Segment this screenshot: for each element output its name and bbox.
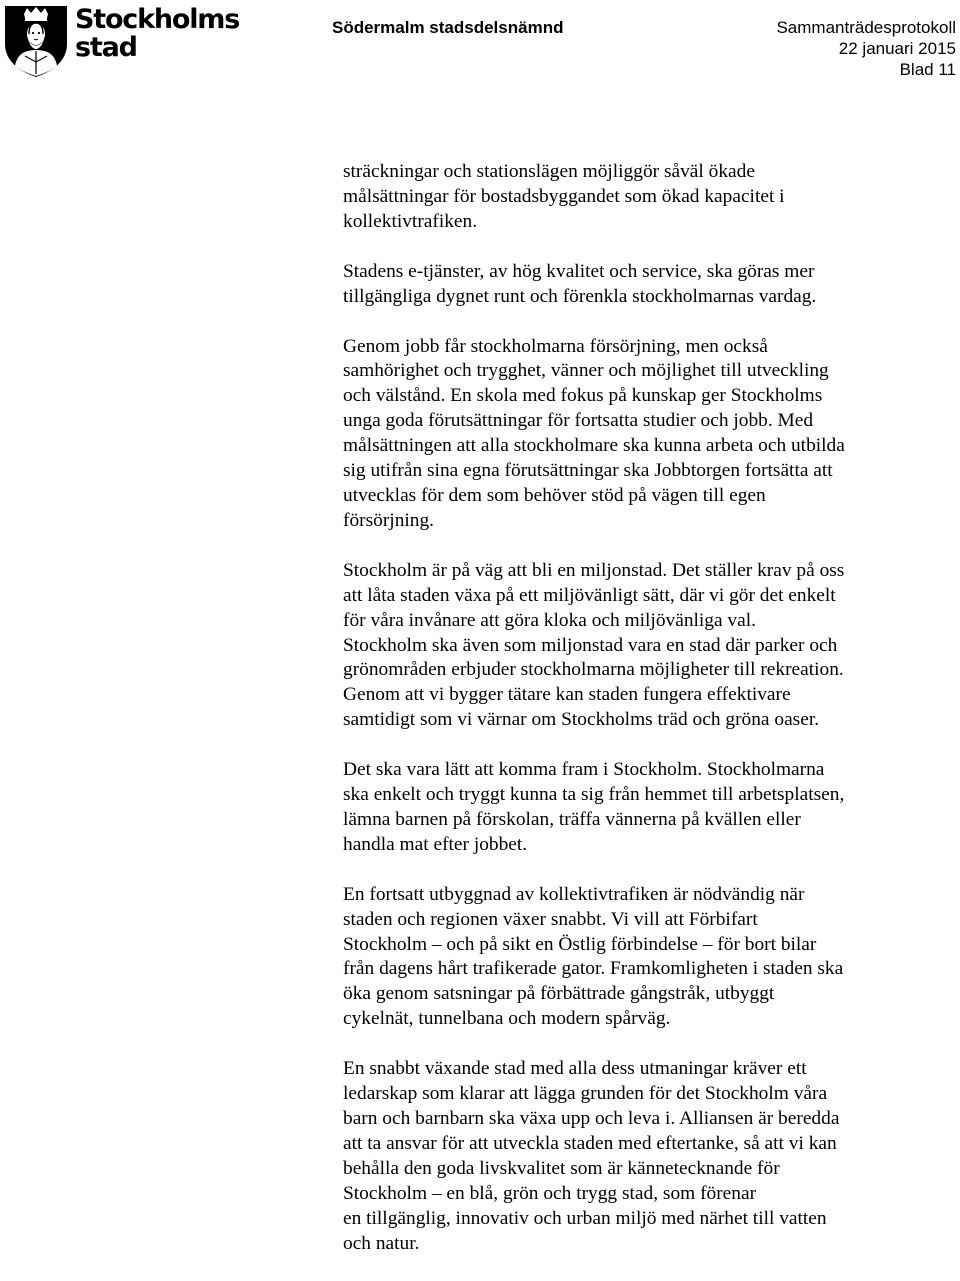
document-body (343, 160, 943, 1281)
logo-wordmark (75, 6, 239, 62)
document-meta (776, 17, 956, 80)
meeting-date: 22 januari 2015 (838, 39, 956, 58)
paragraph: sträckningar och stationslägen möjliggör såväl ökade målsättningar för bostadsbyggandet som ökad kapacitet i kollektivtrafiken. (343, 161, 785, 232)
page-header (0, 0, 960, 90)
page-number: Blad 11 (899, 60, 956, 79)
paragraph: Det ska vara lätt att komma fram i Stockholm. Stockholmarna ska enkelt och tryggt kunna ta sig från hemmet till arbetsplatsen, lämna barnen på förskolan, träffa vännerna på kvällen eller handla mat efter jobbet. (343, 759, 845, 855)
paragraph: Stockholm är på väg att bli en miljonstad. Det ställer krav på oss att låta staden växa på ett miljövänligt sätt, där vi gör det enkelt för våra invånare att göra kloka och miljövänliga val. Stockholm ska även som miljonstad vara en stad där parker och grönområden erbjuder stockholmarna möjligheter till rekreation. Genom att vi bygger tätare kan staden fungera effektivare samtidigt som vi värnar om Stockholms träd och gröna oaser. (343, 559, 845, 731)
paragraph: Stadens e-tjänster, av hög kvalitet och service, ska göras mer tillgängliga dygnet runt och förenkla stockholmarnas vardag. (343, 260, 817, 307)
logo-text-stad: stad (75, 32, 137, 63)
paragraph: Genom jobb får stockholmarna försörjning, men också samhörighet och trygghet, vänner och möjlighet till utveckling och välstånd. En skola med fokus på kunskap ger Stockholms unga goda förutsättningar för fortsatta studier och jobb. Med målsättningen att alla stockholmare ska kunna arbeta och utbilda sig utifrån sina egna förutsättningar ska Jobbtorgen fortsätta att utvecklas för dem som behöver stöd på vägen till egen försörjning. (343, 335, 845, 531)
organization-name: Södermalm stadsdelsnämnd (332, 18, 564, 37)
stockholms-stad-logo (3, 4, 240, 78)
document-type: Sammanträdesprotokoll (776, 18, 956, 37)
paragraph: En fortsatt utbyggnad av kollektivtrafiken är nödvändig när staden och regionen växer snabbt. Vi vill att Förbifart Stockholm – och på sikt en Östlig förbindelse – för bort bilar från dagens hårt trafikerade gator. Framkomligheten i staden ska öka genom satsningar på förbättrade gångstråk, utbyggt cykelnät, tunnelbana och modern spårväg. (343, 883, 844, 1030)
logo-text-stockholms: Stockholms (75, 4, 240, 35)
saint-erik-crest-icon (3, 4, 69, 78)
paragraph: En snabbt växande stad med alla dess utmaningar kräver ett ledarskap som klarar att lägga grunden för det Stockholm våra barn och barnbarn ska växa upp och leva i. Alliansen är beredda att ta ansvar för att utveckla staden med eftertanke, så att vi kan behålla den goda livskvalitet som är kännetecknande för Stockholm – en blå, grön och trygg stad, som förenar en tillgänglig, innovativ och urban miljö med närhet till vatten och natur. (343, 1058, 840, 1254)
